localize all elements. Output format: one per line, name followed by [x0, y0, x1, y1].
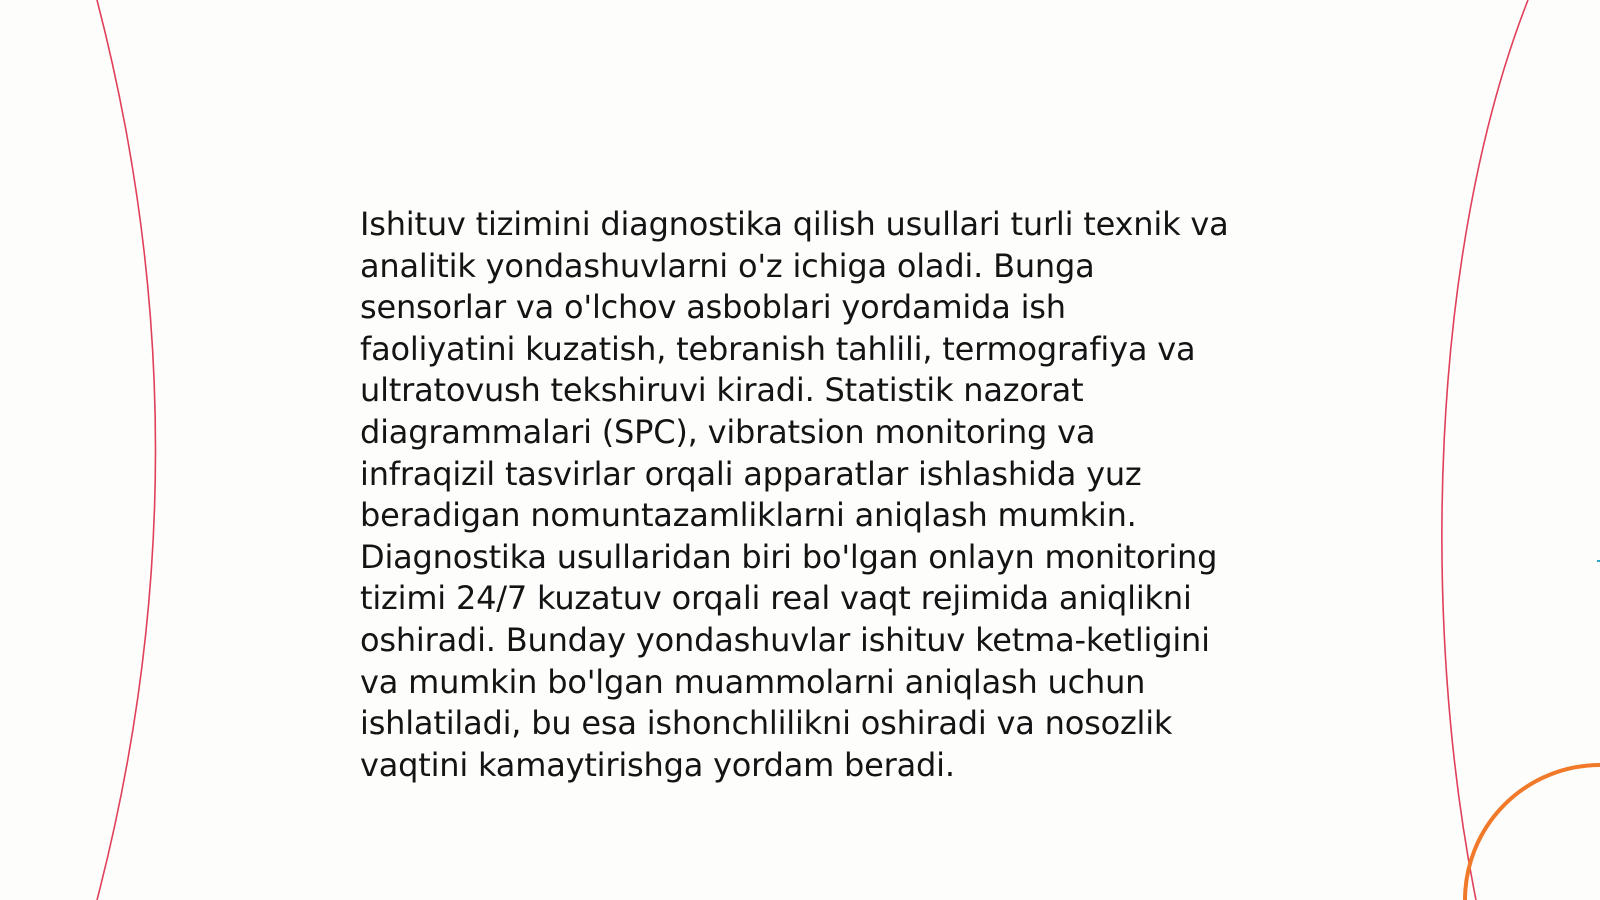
left-arc-line	[97, 0, 156, 900]
body-paragraph: Ishituv tizimini diagnostika qilish usullari turli texnik va analitik yondashuvlarni o'z ichiga oladi. Bunga sensorlar va o'lchov asboblari yordamida ish faoliyatini kuzatish, tebranish tahlili, termografiya va ultratovush tekshiruvi kiradi. Statistik nazorat diagrammalari (SPC), vibratsion monitoring va infraqizil tasvirlar orqali apparatlar ishlashida yuz beradigan nomuntazamliklarni aniqlash mumkin. Diagnostika usullaridan biri bo'lgan onlayn monitoring tizimi 24/7 kuzatuv orqali real vaqt rejimida aniqlikni oshiradi. Bunday yondashuvlar ishituv ketma-ketligini va mumkin bo'lgan muammolarni aniqlash uchun ishlatiladi, bu esa ishonchlilikni oshiradi va nosozlik vaqtini kamaytirishga yordam beradi.	[360, 205, 1229, 784]
orange-circle-arc	[1465, 765, 1600, 900]
right-arc-line	[1442, 0, 1528, 900]
